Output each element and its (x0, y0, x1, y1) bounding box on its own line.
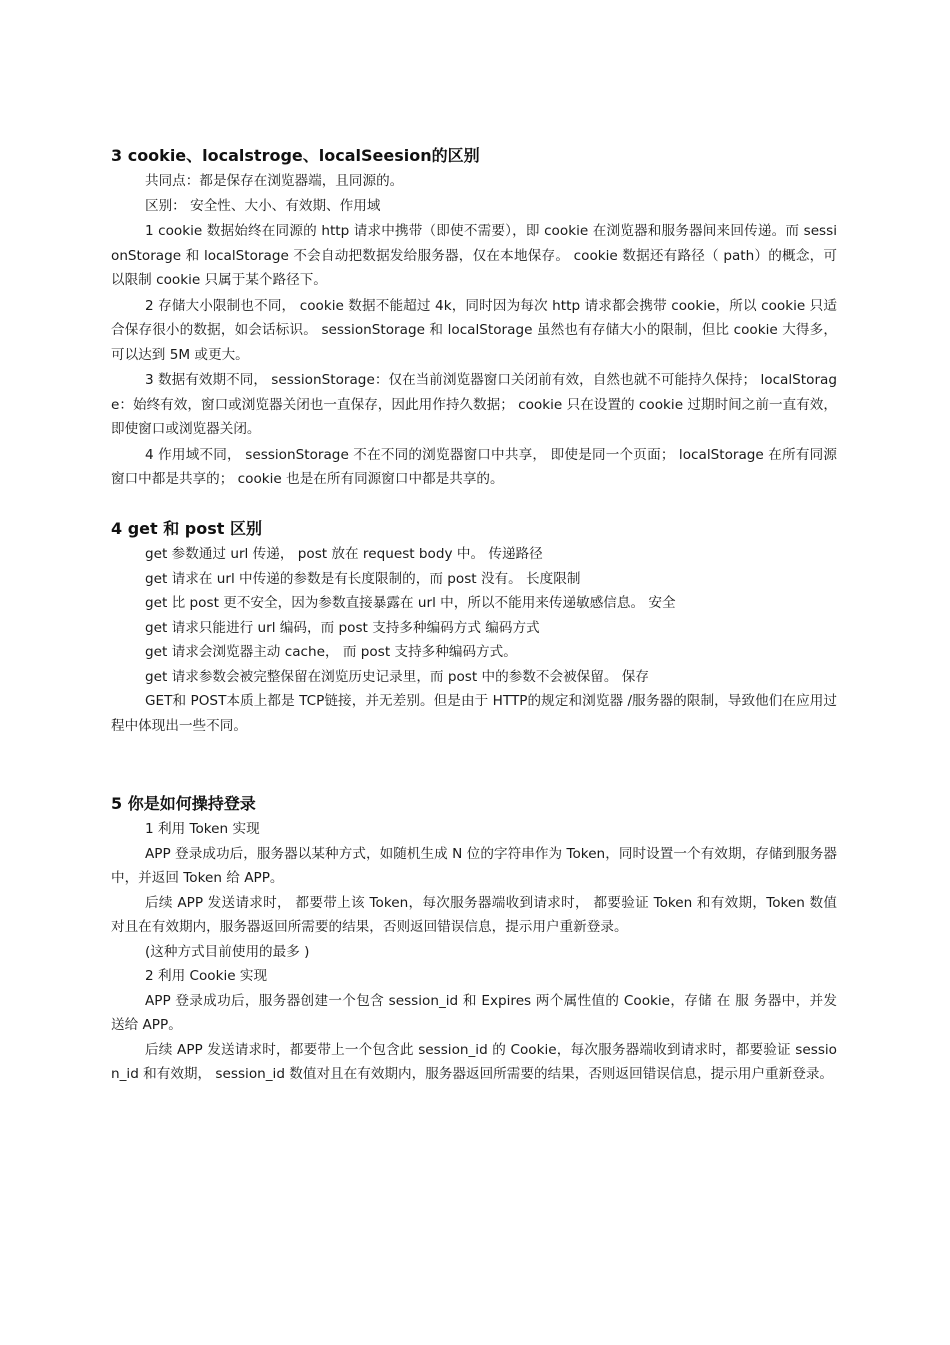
paragraph: 1 利用 Token 实现 (145, 821, 260, 837)
paragraph: GET和 POST本质上都是 TCP链接，并无差别。但是由于 HTTP的规定和浏览器 /服务器的限制，导致他们在应用过程中体现出一些不同。 (111, 693, 837, 734)
paragraph: get 请求参数会被完整保留在浏览历史记录里，而 post 中的参数不会被保留。 保存 (145, 668, 649, 685)
paragraph: get 请求在 url 中传递的参数是有长度限制的，而 post 没有。 长度限制 (145, 570, 581, 587)
paragraph: 1 cookie 数据始终在同源的 http 请求中携带（即使不需要），即 cookie 在浏览器和服务器间来回传递。而 sessionStorage 和 localStorage 不会自动把数据发给服务器，仅在本地保存。 cookie 数据还有路径（ path）的概念，可以限制 cookie 只属于某个路径下。 (111, 223, 837, 288)
paragraph: 共同点：都是保存在浏览器端，且同源的。 (145, 173, 404, 189)
paragraph: get 请求只能进行 url 编码，而 post 支持多种编码方式 编码方式 (145, 619, 540, 636)
paragraph: APP 登录成功后，服务器创建一个包含 session_id 和 Expires 两个属性值的 Cookie，存储 在 服 务器中，并发送给 APP。 (111, 992, 837, 1033)
section-storage-differences (111, 145, 837, 492)
paragraph: (这种方式目前使用的最多 ) (145, 943, 310, 960)
paragraph: 4 作用域不同， sessionStorage 不在不同的浏览器窗口中共享， 即使是同一个页面； localStorage 在所有同源窗口中都是共享的； cookie 也是在所有同源窗口中都是共享的。 (111, 446, 837, 487)
section-heading: 4 get 和 post 区别 (111, 519, 262, 538)
paragraph: get 参数通过 url 传递， post 放在 request body 中。 传递路径 (145, 546, 543, 562)
paragraph: get 比 post 更不安全，因为参数直接暴露在 url 中，所以不能用来传递敏感信息。 安全 (145, 595, 676, 611)
paragraph: APP 登录成功后，服务器以某种方式，如随机生成 N 位的字符串作为 Token，同时设置一个有效期，存储到服务器中，并返回 Token 给 APP。 (111, 845, 837, 886)
section-heading: 5 你是如何操持登录 (111, 794, 256, 813)
paragraph: 2 存储大小限制也不同， cookie 数据不能超过 4k，同时因为每次 http 请求都会携带 cookie，所以 cookie 只适合保存很小的数据，如会话标识。 sessionStorage 和 localStorage 虽然也有存储大小的限制，但比 cookie 大得多，可以达到 5M 或更大。 (111, 297, 837, 363)
section-get-post (111, 518, 837, 738)
paragraph: 后续 APP 发送请求时， 都要带上该 Token，每次服务器端收到请求时， 都要验证 Token 和有效期，Token 数值对且在有效期内，服务器返回所需要的结果，否则返回错误信息，提示用户重新登录。 (111, 894, 837, 935)
paragraph: 2 利用 Cookie 实现 (145, 968, 268, 984)
paragraph: 区别： 安全性、大小、有效期、作用域 (145, 197, 381, 214)
section-login (111, 793, 837, 1087)
paragraph: get 请求会浏览器主动 cache， 而 post 支持多种编码方式。 (145, 644, 517, 660)
paragraph: 后续 APP 发送请求时，都要带上一个包含此 session_id 的 Cookie，每次服务器端收到请求时，都要验证 session_id 和有效期， session_id 数值对且在有效期内，服务器返回所需要的结果，否则返回错误信息，提示用户重新登录。 (111, 1041, 837, 1082)
section-heading: 3 cookie、localstroge、localSeesion的区别 (111, 146, 480, 165)
paragraph: 3 数据有效期不同， sessionStorage：仅在当前浏览器窗口关闭前有效，自然也就不可能持久保持； localStorage：始终有效，窗口或浏览器关闭也一直保存，因此用作持久数据； cookie 只在设置的 cookie 过期时间之前一直有效，即使窗口或浏览器关闭。 (111, 372, 837, 437)
